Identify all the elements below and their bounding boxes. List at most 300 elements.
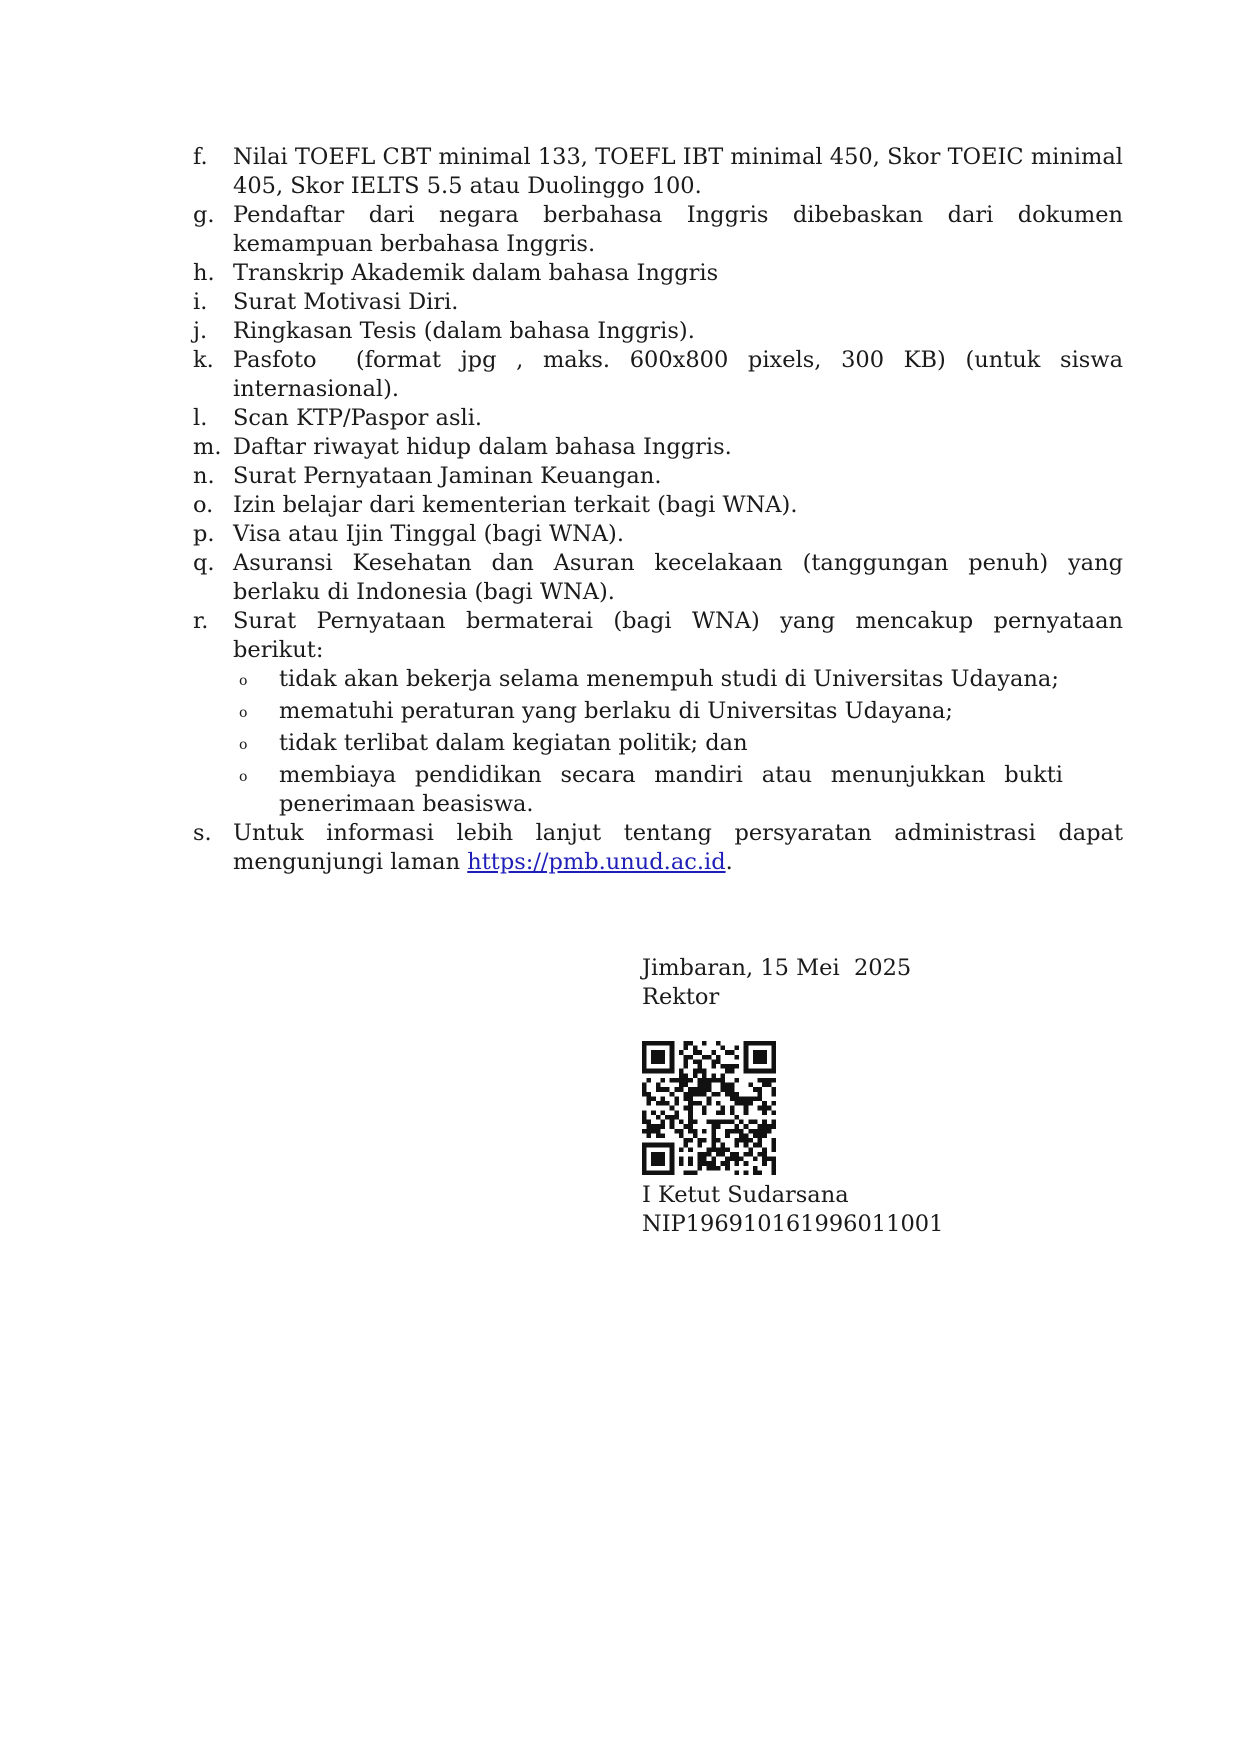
qr-module	[679, 1087, 684, 1092]
qr-module	[771, 1161, 776, 1166]
qr-module	[758, 1059, 763, 1064]
sub-list-item-text: membiaya pendidikan secara mandiri atau menunjukkan bukti penerimaan beasiswa.	[279, 762, 1063, 817]
qr-module	[660, 1069, 665, 1074]
qr-module	[744, 1059, 749, 1064]
requirements-list	[193, 143, 1131, 877]
qr-module	[758, 1087, 763, 1092]
qr-module	[688, 1096, 693, 1101]
qr-module	[758, 1050, 763, 1055]
qr-module	[651, 1161, 656, 1166]
qr-module	[697, 1050, 702, 1055]
qr-module	[688, 1161, 693, 1166]
qr-module	[660, 1078, 665, 1083]
qr-module	[702, 1073, 707, 1078]
qr-module	[725, 1092, 730, 1097]
qr-module	[697, 1092, 702, 1097]
qr-module	[725, 1120, 730, 1125]
qr-module	[688, 1110, 693, 1115]
qr-module	[762, 1083, 767, 1088]
qr-module	[647, 1133, 652, 1138]
qr-module	[758, 1138, 763, 1143]
qr-module	[744, 1170, 749, 1175]
qr-module	[684, 1083, 689, 1088]
qr-module	[660, 1157, 665, 1162]
qr-module	[762, 1041, 767, 1046]
qr-module	[670, 1055, 675, 1060]
qr-module	[647, 1129, 652, 1134]
qr-module	[642, 1115, 647, 1120]
qr-module	[771, 1124, 776, 1129]
qr-module	[651, 1143, 656, 1148]
qr-module	[711, 1120, 716, 1125]
list-item	[193, 491, 1123, 520]
qr-module	[651, 1059, 656, 1064]
list-marker: s.	[193, 820, 212, 846]
qr-module	[707, 1055, 712, 1060]
qr-module	[771, 1147, 776, 1152]
qr-module	[642, 1170, 647, 1175]
qr-module	[688, 1157, 693, 1162]
qr-module	[716, 1138, 721, 1143]
qr-module	[660, 1110, 665, 1115]
qr-module	[688, 1115, 693, 1120]
qr-module	[758, 1092, 763, 1097]
qr-module	[674, 1101, 679, 1106]
qr-module	[771, 1046, 776, 1051]
qr-module	[748, 1083, 753, 1088]
qr-module	[647, 1170, 652, 1175]
qr-module	[758, 1143, 763, 1148]
qr-module	[656, 1083, 661, 1088]
qr-module	[665, 1170, 670, 1175]
qr-module	[688, 1147, 693, 1152]
qr-module	[725, 1083, 730, 1088]
qr-module	[762, 1078, 767, 1083]
qr-module	[660, 1101, 665, 1106]
qr-module	[753, 1041, 758, 1046]
qr-module	[734, 1101, 739, 1106]
qr-module	[716, 1092, 721, 1097]
qr-module	[697, 1064, 702, 1069]
qr-module	[693, 1046, 698, 1051]
qr-module	[721, 1147, 726, 1152]
qr-module	[721, 1161, 726, 1166]
qr-module	[758, 1078, 763, 1083]
qr-module	[734, 1092, 739, 1097]
qr-module	[730, 1152, 735, 1157]
qr-module	[744, 1050, 749, 1055]
pmb-website-link[interactable]: https://pmb.unud.ac.id	[467, 849, 726, 875]
qr-module	[693, 1050, 698, 1055]
qr-module	[670, 1041, 675, 1046]
qr-module	[716, 1055, 721, 1060]
qr-module	[665, 1143, 670, 1148]
qr-module	[744, 1106, 749, 1111]
qr-module	[642, 1050, 647, 1055]
qr-module	[725, 1147, 730, 1152]
qr-module	[642, 1041, 647, 1046]
qr-module	[711, 1138, 716, 1143]
qr-module	[642, 1055, 647, 1060]
qr-module	[660, 1170, 665, 1175]
sub-list-item	[233, 665, 1123, 697]
qr-module	[688, 1041, 693, 1046]
qr-module	[721, 1110, 726, 1115]
qr-module	[771, 1120, 776, 1125]
qr-module	[725, 1050, 730, 1055]
qr-module	[725, 1064, 730, 1069]
qr-module	[684, 1143, 689, 1148]
qr-module	[702, 1157, 707, 1162]
qr-module	[739, 1133, 744, 1138]
qr-module	[656, 1143, 661, 1148]
list-marker: m.	[193, 434, 222, 460]
qr-module	[670, 1170, 675, 1175]
qr-module	[693, 1101, 698, 1106]
qr-module	[656, 1101, 661, 1106]
qr-module	[711, 1166, 716, 1171]
qr-module	[753, 1096, 758, 1101]
qr-module	[730, 1120, 735, 1125]
place-date: Jimbaran, 15 Mei 2025	[642, 955, 912, 981]
qr-module	[679, 1133, 684, 1138]
list-marker: i.	[193, 289, 208, 315]
qr-module	[771, 1078, 776, 1083]
qr-module	[693, 1069, 698, 1074]
qr-module	[647, 1041, 652, 1046]
qr-module	[748, 1138, 753, 1143]
qr-module	[744, 1101, 749, 1106]
qr-module	[730, 1087, 735, 1092]
list-item	[193, 404, 1123, 433]
qr-module	[660, 1124, 665, 1129]
qr-module	[739, 1096, 744, 1101]
qr-module	[753, 1087, 758, 1092]
qr-module	[753, 1055, 758, 1060]
list-item	[193, 201, 1123, 259]
list-item-text: Nilai TOEFL CBT minimal 133, TOEFL IBT minimal 450, Skor TOEIC minimal 405, Skor IELTS 5.5 atau Duolinggo 100.	[233, 144, 1123, 199]
qr-module	[744, 1161, 749, 1166]
qr-module	[767, 1129, 772, 1134]
qr-module	[744, 1069, 749, 1074]
qr-module	[660, 1161, 665, 1166]
qr-module	[771, 1092, 776, 1097]
qr-module	[665, 1115, 670, 1120]
list-item-text: Pasfoto (format jpg , maks. 600x800 pixels, 300 KB) (untuk siswa internasional).	[233, 347, 1131, 402]
list-item-text: Ringkasan Tesis (dalam bahasa Inggris).	[233, 318, 695, 344]
qr-module	[684, 1073, 689, 1078]
qr-module	[647, 1120, 652, 1125]
qr-module	[716, 1152, 721, 1157]
circle-bullet-icon: o	[239, 737, 248, 753]
qr-module	[734, 1170, 739, 1175]
qr-module	[707, 1101, 712, 1106]
link-suffix: .	[725, 849, 733, 875]
qr-module	[688, 1170, 693, 1175]
list-item	[193, 462, 1123, 491]
qr-module	[758, 1129, 763, 1134]
qr-module	[702, 1152, 707, 1157]
qr-module	[771, 1050, 776, 1055]
qr-module	[762, 1050, 767, 1055]
qr-module	[758, 1069, 763, 1074]
qr-module	[758, 1152, 763, 1157]
qr-module	[744, 1110, 749, 1115]
qr-module	[693, 1059, 698, 1064]
qr-module	[688, 1092, 693, 1097]
info-text: Untuk informasi lebih lanjut tentang persyaratan administrasi dapat mengunjungi laman	[233, 820, 1123, 875]
qr-module	[711, 1161, 716, 1166]
qr-module	[762, 1106, 767, 1111]
qr-module	[656, 1050, 661, 1055]
qr-module	[642, 1092, 647, 1097]
qr-module	[739, 1101, 744, 1106]
qr-module	[771, 1069, 776, 1074]
qr-module	[753, 1069, 758, 1074]
list-item-text: Daftar riwayat hidup dalam bahasa Inggris.	[233, 434, 732, 460]
list-item-text: Transkrip Akademik dalam bahasa Inggris	[233, 260, 719, 286]
qr-module	[642, 1143, 647, 1148]
qr-module	[647, 1124, 652, 1129]
qr-module	[762, 1124, 767, 1129]
qr-module	[702, 1041, 707, 1046]
qr-module	[767, 1124, 772, 1129]
qr-module	[660, 1055, 665, 1060]
qr-module	[656, 1129, 661, 1134]
qr-module	[734, 1157, 739, 1162]
qr-module	[642, 1064, 647, 1069]
qr-module	[684, 1078, 689, 1083]
qr-module	[670, 1092, 675, 1097]
qr-code-icon	[642, 1041, 776, 1175]
qr-module	[771, 1110, 776, 1115]
qr-module	[771, 1064, 776, 1069]
qr-module	[730, 1157, 735, 1162]
qr-module	[707, 1147, 712, 1152]
qr-module	[753, 1166, 758, 1171]
qr-module	[688, 1087, 693, 1092]
qr-module	[721, 1143, 726, 1148]
signer-nip: NIP196910161996011001	[642, 1211, 944, 1237]
qr-module	[651, 1110, 656, 1115]
qr-module	[771, 1170, 776, 1175]
qr-module	[771, 1101, 776, 1106]
qr-module	[642, 1166, 647, 1171]
qr-module	[744, 1124, 749, 1129]
qr-module	[730, 1129, 735, 1134]
qr-module	[684, 1092, 689, 1097]
qr-module	[670, 1166, 675, 1171]
qr-module	[651, 1041, 656, 1046]
qr-module	[730, 1064, 735, 1069]
list-item-text: Surat Motivasi Diri.	[233, 289, 459, 315]
qr-module	[660, 1050, 665, 1055]
qr-module	[697, 1166, 702, 1171]
list-item	[193, 143, 1123, 201]
qr-module	[660, 1041, 665, 1046]
qr-module	[707, 1083, 712, 1088]
qr-module	[660, 1143, 665, 1148]
list-item-text	[233, 819, 1123, 877]
qr-module	[758, 1170, 763, 1175]
list-item-text: Surat Pernyataan Jaminan Keuangan.	[233, 463, 662, 489]
qr-module	[711, 1073, 716, 1078]
qr-module	[734, 1124, 739, 1129]
qr-module	[642, 1161, 647, 1166]
qr-module	[725, 1069, 730, 1074]
qr-module	[679, 1147, 684, 1152]
qr-module	[711, 1143, 716, 1148]
qr-module	[730, 1083, 735, 1088]
qr-module	[674, 1110, 679, 1115]
qr-module	[711, 1064, 716, 1069]
qr-module	[739, 1138, 744, 1143]
qr-module	[670, 1161, 675, 1166]
list-item-text: Pendaftar dari negara berbahasa Inggris dibebaskan dari dokumen kemampuan berbahasa Inggris.	[233, 202, 1123, 257]
list-marker: h.	[193, 260, 215, 286]
qr-module	[693, 1087, 698, 1092]
qr-module	[744, 1152, 749, 1157]
list-marker: q.	[193, 550, 215, 576]
list-item	[193, 346, 1131, 404]
qr-module	[684, 1064, 689, 1069]
qr-module	[744, 1133, 749, 1138]
qr-module	[642, 1069, 647, 1074]
qr-module	[762, 1147, 767, 1152]
qr-module	[647, 1096, 652, 1101]
qr-module	[762, 1133, 767, 1138]
qr-module	[642, 1087, 647, 1092]
qr-module	[711, 1078, 716, 1083]
qr-module	[651, 1069, 656, 1074]
qr-module	[707, 1152, 712, 1157]
qr-module	[697, 1161, 702, 1166]
qr-module	[753, 1133, 758, 1138]
qr-module	[670, 1152, 675, 1157]
qr-module	[697, 1087, 702, 1092]
qr-module	[753, 1143, 758, 1148]
sub-list-item	[233, 697, 1123, 729]
qr-module	[697, 1059, 702, 1064]
qr-module	[665, 1087, 670, 1092]
sub-list-item-text: mematuhi peraturan yang berlaku di Universitas Udayana;	[279, 698, 954, 724]
qr-module	[651, 1170, 656, 1175]
circle-bullet-icon: o	[239, 705, 248, 721]
qr-module	[665, 1069, 670, 1074]
qr-module	[674, 1087, 679, 1092]
qr-module	[734, 1161, 739, 1166]
qr-module	[684, 1096, 689, 1101]
qr-module	[758, 1133, 763, 1138]
qr-module	[711, 1129, 716, 1134]
qr-module	[734, 1064, 739, 1069]
qr-module	[734, 1143, 739, 1148]
qr-module	[711, 1050, 716, 1055]
qr-module	[693, 1170, 698, 1175]
qr-module	[679, 1161, 684, 1166]
qr-module	[762, 1059, 767, 1064]
list-item	[193, 288, 1123, 317]
qr-module	[679, 1129, 684, 1134]
qr-module	[707, 1087, 712, 1092]
list-marker: j.	[193, 318, 208, 344]
list-item-text: Izin belajar dari kementerian terkait (bagi WNA).	[233, 492, 798, 518]
qr-module	[767, 1078, 772, 1083]
qr-module	[748, 1147, 753, 1152]
qr-module	[702, 1129, 707, 1134]
qr-module	[762, 1161, 767, 1166]
qr-module	[679, 1157, 684, 1162]
qr-module	[734, 1138, 739, 1143]
qr-module	[758, 1096, 763, 1101]
qr-module	[762, 1120, 767, 1125]
qr-module	[647, 1069, 652, 1074]
qr-module	[656, 1161, 661, 1166]
qr-module	[771, 1138, 776, 1143]
qr-module	[730, 1106, 735, 1111]
qr-module	[651, 1152, 656, 1157]
qr-module	[656, 1152, 661, 1157]
qr-module	[642, 1046, 647, 1051]
qr-module	[762, 1055, 767, 1060]
qr-module	[660, 1152, 665, 1157]
qr-module	[711, 1133, 716, 1138]
qr-module	[716, 1166, 721, 1171]
qr-module	[651, 1129, 656, 1134]
qr-module	[656, 1115, 661, 1120]
qr-module	[656, 1157, 661, 1162]
qr-module	[656, 1059, 661, 1064]
qr-module	[684, 1138, 689, 1143]
qr-module	[748, 1041, 753, 1046]
qr-module	[707, 1166, 712, 1171]
qr-module	[753, 1170, 758, 1175]
qr-module	[721, 1046, 726, 1051]
qr-module	[647, 1101, 652, 1106]
qr-module	[758, 1106, 763, 1111]
qr-module	[721, 1120, 726, 1125]
qr-module	[753, 1050, 758, 1055]
qr-module	[711, 1059, 716, 1064]
qr-module	[744, 1046, 749, 1051]
qr-module	[716, 1110, 721, 1115]
qr-module	[670, 1064, 675, 1069]
qr-module	[730, 1069, 735, 1074]
qr-module	[670, 1143, 675, 1148]
qr-module	[674, 1115, 679, 1120]
qr-module	[711, 1147, 716, 1152]
qr-module	[697, 1157, 702, 1162]
qr-module	[642, 1129, 647, 1134]
list-marker: p.	[193, 521, 215, 547]
qr-module	[702, 1106, 707, 1111]
qr-module	[684, 1041, 689, 1046]
qr-module	[670, 1147, 675, 1152]
qr-module	[734, 1152, 739, 1157]
qr-module	[771, 1087, 776, 1092]
qr-module	[670, 1106, 675, 1111]
qr-module	[693, 1120, 698, 1125]
qr-module	[656, 1041, 661, 1046]
qr-module	[660, 1059, 665, 1064]
list-item	[193, 317, 1123, 346]
list-marker: g.	[193, 202, 215, 228]
qr-module	[744, 1041, 749, 1046]
sub-list-item-text: tidak akan bekerja selama menempuh studi di Universitas Udayana;	[279, 666, 1059, 692]
qr-module	[642, 1120, 647, 1125]
qr-module	[748, 1069, 753, 1074]
qr-module	[697, 1083, 702, 1088]
